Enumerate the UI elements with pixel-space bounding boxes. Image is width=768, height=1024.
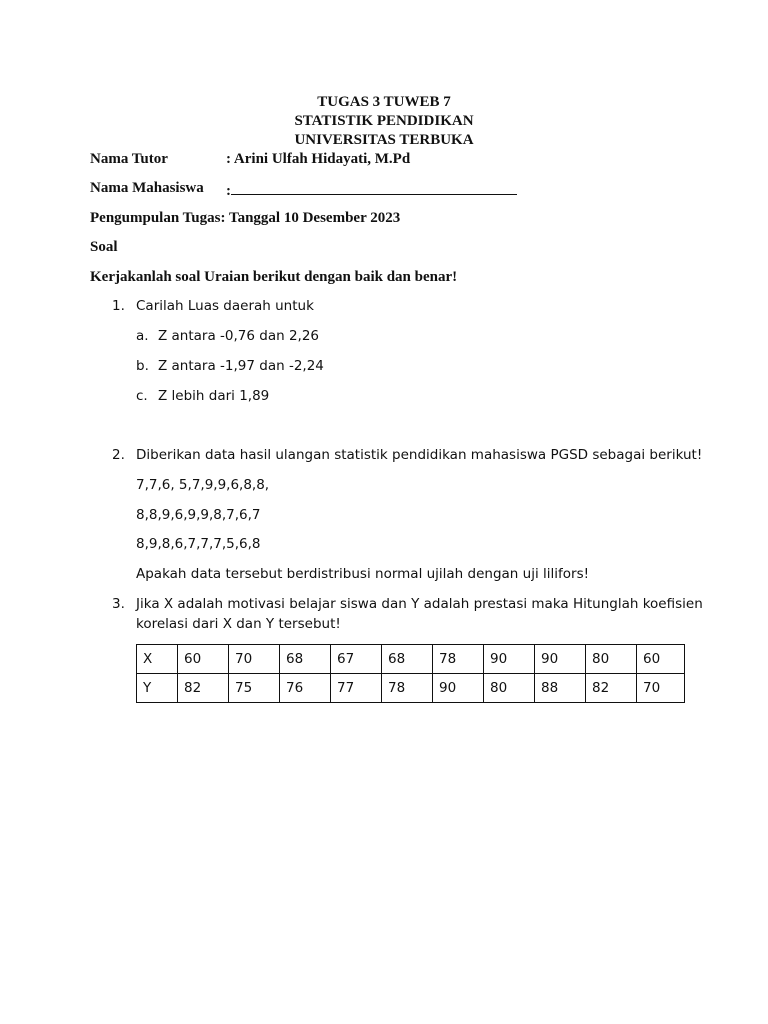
table-cell: 68 <box>382 645 433 674</box>
xy-data-table <box>136 644 685 703</box>
table-cell: 90 <box>484 645 535 674</box>
q1-text: Carilah Luas daerah untuk <box>136 298 314 314</box>
soal-heading: Soal <box>90 239 118 255</box>
instruction-text: Kerjakanlah soal Uraian berikut dengan baik dan benar! <box>90 269 458 285</box>
q2-number: 2. <box>112 447 125 463</box>
table-cell: 77 <box>331 674 382 703</box>
student-name-blank <box>231 180 517 195</box>
table-cell: 68 <box>280 645 331 674</box>
q2-question: Apakah data tersebut berdistribusi normal ujilah dengan uji lilifors! <box>136 566 590 582</box>
q1-item-letter: c. <box>136 388 148 404</box>
table-cell: 75 <box>229 674 280 703</box>
q2-data-line: 7,7,6, 5,7,9,9,6,8,8, <box>136 477 270 493</box>
q1-item-text: Z antara -1,97 dan -2,24 <box>158 358 324 374</box>
q1-item-text: Z antara -0,76 dan 2,26 <box>158 328 320 344</box>
table-cell: 90 <box>433 674 484 703</box>
q1-item-letter: b. <box>136 358 149 374</box>
q1-number: 1. <box>112 298 125 314</box>
table-row-x <box>137 645 685 674</box>
table-cell: 70 <box>637 674 685 703</box>
table-cell: 78 <box>433 645 484 674</box>
doc-title-line2: STATISTIK PENDIDIKAN <box>294 113 474 129</box>
table-cell: 60 <box>637 645 685 674</box>
table-cell: 82 <box>178 674 229 703</box>
student-label: Nama Mahasiswa <box>90 180 204 196</box>
q1-item-text: Z lebih dari 1,89 <box>158 388 270 404</box>
q1-item-letter: a. <box>136 328 149 344</box>
table-cell: 60 <box>178 645 229 674</box>
q3-text-line2: korelasi dari X dan Y tersebut! <box>136 616 341 632</box>
tutor-value: : Arini Ulfah Hidayati, M.Pd <box>226 151 411 167</box>
table-cell: 82 <box>586 674 637 703</box>
row-label-x: X <box>137 645 178 674</box>
table-cell: 78 <box>382 674 433 703</box>
tutor-label: Nama Tutor <box>90 151 168 167</box>
table-cell: 67 <box>331 645 382 674</box>
doc-title-line3: UNIVERSITAS TERBUKA <box>294 132 474 148</box>
table-cell: 70 <box>229 645 280 674</box>
student-field <box>226 180 517 200</box>
table-cell: 76 <box>280 674 331 703</box>
table-cell: 80 <box>484 674 535 703</box>
table-row-y <box>137 674 685 703</box>
table-cell: 88 <box>535 674 586 703</box>
row-label-y: Y <box>137 674 178 703</box>
table-cell: 90 <box>535 645 586 674</box>
student-colon: : <box>226 183 231 199</box>
q2-data-line: 8,8,9,6,9,9,8,7,6,7 <box>136 507 261 523</box>
deadline-text: Pengumpulan Tugas: Tanggal 10 Desember 2023 <box>90 210 401 226</box>
q2-data-line: 8,9,8,6,7,7,7,5,6,8 <box>136 536 261 552</box>
table-cell: 80 <box>586 645 637 674</box>
doc-title-line1: TUGAS 3 TUWEB 7 <box>317 94 451 110</box>
q3-text-line1: Jika X adalah motivasi belajar siswa dan Y adalah prestasi maka Hitunglah koefisien <box>136 596 703 612</box>
q2-text: Diberikan data hasil ulangan statistik pendidikan mahasiswa PGSD sebagai berikut! <box>136 447 703 463</box>
q3-number: 3. <box>112 596 125 612</box>
